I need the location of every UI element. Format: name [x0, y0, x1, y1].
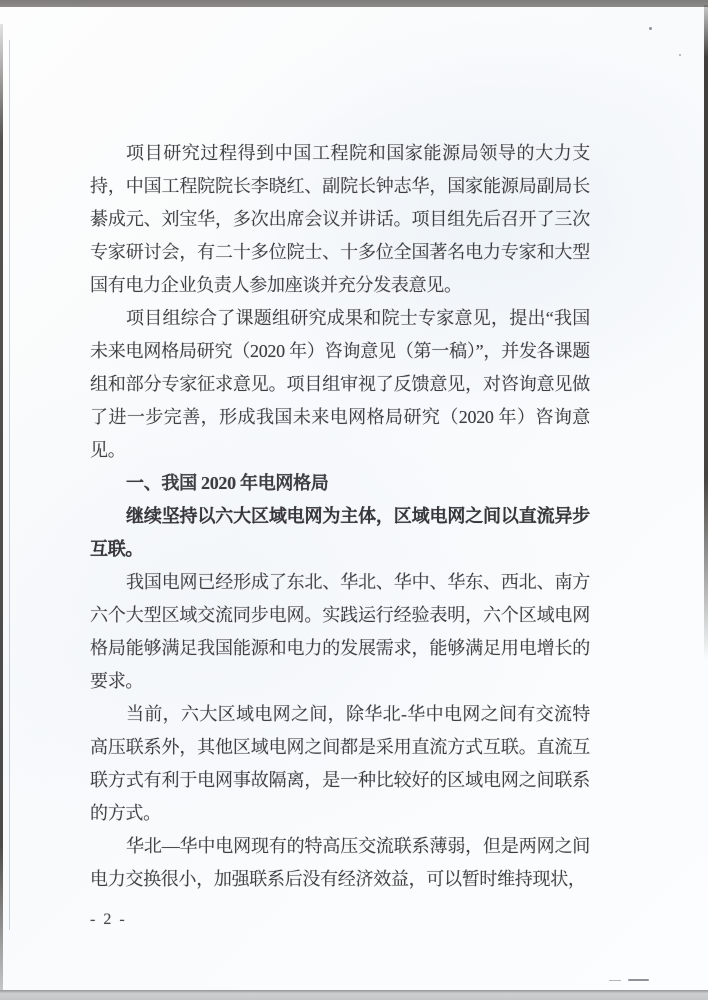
scan-speck	[649, 27, 652, 30]
scan-dash-artifact	[628, 979, 649, 981]
page-left-crease-line	[9, 40, 10, 930]
scan-top-edge	[0, 0, 708, 7]
paragraph: 项目研究过程得到中国工程院和国家能源局领导的大力支持，中国工程院院长李晓红、副院长钟志华，国家能源局副局长綦成元、刘宝华，多次出席会议并讲话。项目组先后召开了三次专家研讨会，有二十多位院士、十多位全国著名电力专家和大型国有电力企业负责人参加座谈并充分发表意见。	[90, 143, 590, 295]
section-heading: 一、我国 2020 年电网格局	[126, 473, 329, 493]
paragraph: 我国电网已经形成了东北、华北、华中、华东、西北、南方六个大型区域交流同步电网。实践运行经验表明，六个区域电网格局能够满足我国能源和电力的发展需求，能够满足用电增长的要求。	[90, 572, 590, 691]
emphasis-paragraph: 继续坚持以六大区域电网为主体，区域电网之间以直流异步互联。	[90, 506, 590, 559]
document-text-block	[90, 137, 590, 936]
scan-dash-artifact	[609, 980, 621, 981]
page-right-edge-shadow	[704, 5, 708, 660]
paragraph: 当前，六大区域电网之间，除华北-华中电网之间有交流特高压联系外，其他区域电网之间都是采用直流方式互联。直流互联方式有利于电网事故隔离，是一种比较好的区域电网之间联系的方式。	[90, 704, 590, 823]
page-left-edge-shadow	[0, 24, 3, 990]
page-number: - 2 -	[90, 911, 127, 928]
paragraph: 华北—华中电网现有的特高压交流联系薄弱，但是两网之间电力交换很小，加强联系后没有经济效益，可以暂时维持现状，	[90, 836, 590, 889]
scan-bottom-edge	[0, 990, 708, 1000]
paragraph: 项目组综合了课题组研究成果和院士专家意见，提出“我国未来电网格局研究（2020 年）咨询意见（第一稿）”，并发各课题组和部分专家征求意见。项目组审视了反馈意见，对咨询意见做了进一步完善，形成我国未来电网格局研究（2020 年）咨询意见。	[90, 308, 590, 460]
scan-speck	[679, 54, 681, 56]
